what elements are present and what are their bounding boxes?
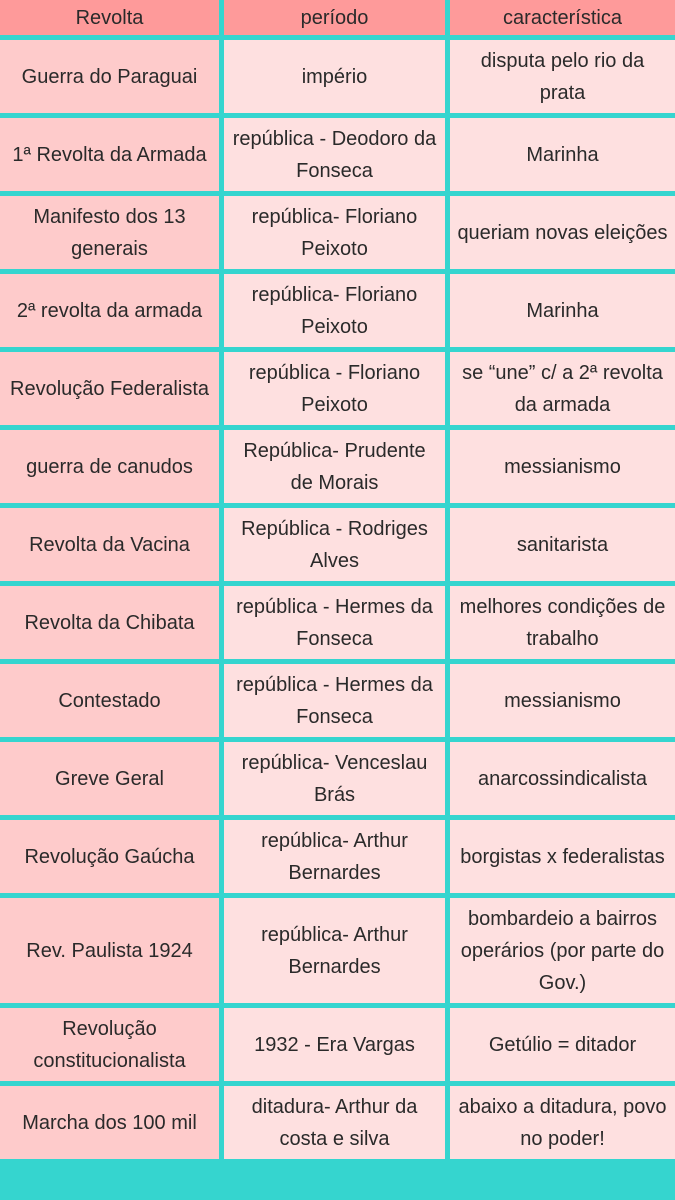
table-row [0, 898, 675, 1008]
cell-revolta: Marcha dos 100 mil [0, 1086, 224, 1164]
cell-periodo: República- Prudente de Morais [224, 430, 450, 508]
cell-revolta: Revolta da Vacina [0, 508, 224, 586]
cell-caracteristica: Marinha [450, 274, 675, 352]
table-row [0, 1008, 675, 1086]
table-row [0, 664, 675, 742]
cell-caracteristica: queriam novas eleições [450, 196, 675, 274]
cell-periodo: república - Deodoro da Fonseca [224, 118, 450, 196]
cell-periodo: ditadura- Arthur da costa e silva [224, 1086, 450, 1164]
cell-caracteristica: Marinha [450, 118, 675, 196]
header-revolta: Revolta [0, 0, 224, 40]
header-row [0, 0, 675, 40]
cell-revolta: Greve Geral [0, 742, 224, 820]
cell-periodo: república- Floriano Peixoto [224, 196, 450, 274]
cell-periodo: República - Rodriges Alves [224, 508, 450, 586]
cell-caracteristica: sanitarista [450, 508, 675, 586]
table-row [0, 742, 675, 820]
cell-revolta: Revolução constitucionalista [0, 1008, 224, 1086]
cell-periodo: república - Hermes da Fonseca [224, 664, 450, 742]
cell-revolta: Revolta da Chibata [0, 586, 224, 664]
table-row [0, 40, 675, 118]
table-body [0, 40, 675, 1164]
cell-periodo: república- Floriano Peixoto [224, 274, 450, 352]
cell-caracteristica: abaixo a ditadura, povo no poder! [450, 1086, 675, 1164]
cell-revolta: Contestado [0, 664, 224, 742]
cell-revolta: Rev. Paulista 1924 [0, 898, 224, 1008]
cell-revolta: Manifesto dos 13 generais [0, 196, 224, 274]
cell-revolta: Revolução Gaúcha [0, 820, 224, 898]
cell-caracteristica: disputa pelo rio da prata [450, 40, 675, 118]
cell-periodo: república- Arthur Bernardes [224, 898, 450, 1008]
table-row [0, 196, 675, 274]
cell-caracteristica: borgistas x federalistas [450, 820, 675, 898]
cell-caracteristica: melhores condições de trabalho [450, 586, 675, 664]
header-caracteristica: característica [450, 0, 675, 40]
table-row [0, 820, 675, 898]
cell-caracteristica: anarcossindicalista [450, 742, 675, 820]
table-row [0, 586, 675, 664]
table-row [0, 352, 675, 430]
table-row [0, 118, 675, 196]
cell-revolta: 2ª revolta da armada [0, 274, 224, 352]
cell-revolta: 1ª Revolta da Armada [0, 118, 224, 196]
cell-periodo: 1932 - Era Vargas [224, 1008, 450, 1086]
cell-revolta: guerra de canudos [0, 430, 224, 508]
cell-caracteristica: se “une” c/ a 2ª revolta da armada [450, 352, 675, 430]
cell-caracteristica: messianismo [450, 430, 675, 508]
table-row [0, 274, 675, 352]
cell-revolta: Revolução Federalista [0, 352, 224, 430]
table-row [0, 1086, 675, 1164]
table-row [0, 508, 675, 586]
table-header [0, 0, 675, 40]
cell-periodo: império [224, 40, 450, 118]
cell-caracteristica: Getúlio = ditador [450, 1008, 675, 1086]
cell-periodo: república - Floriano Peixoto [224, 352, 450, 430]
cell-periodo: república- Arthur Bernardes [224, 820, 450, 898]
cell-caracteristica: bombardeio a bairros operários (por parte do Gov.) [450, 898, 675, 1008]
header-periodo: período [224, 0, 450, 40]
cell-caracteristica: messianismo [450, 664, 675, 742]
cell-periodo: república - Hermes da Fonseca [224, 586, 450, 664]
table-row [0, 430, 675, 508]
cell-periodo: república- Venceslau Brás [224, 742, 450, 820]
cell-revolta: Guerra do Paraguai [0, 40, 224, 118]
